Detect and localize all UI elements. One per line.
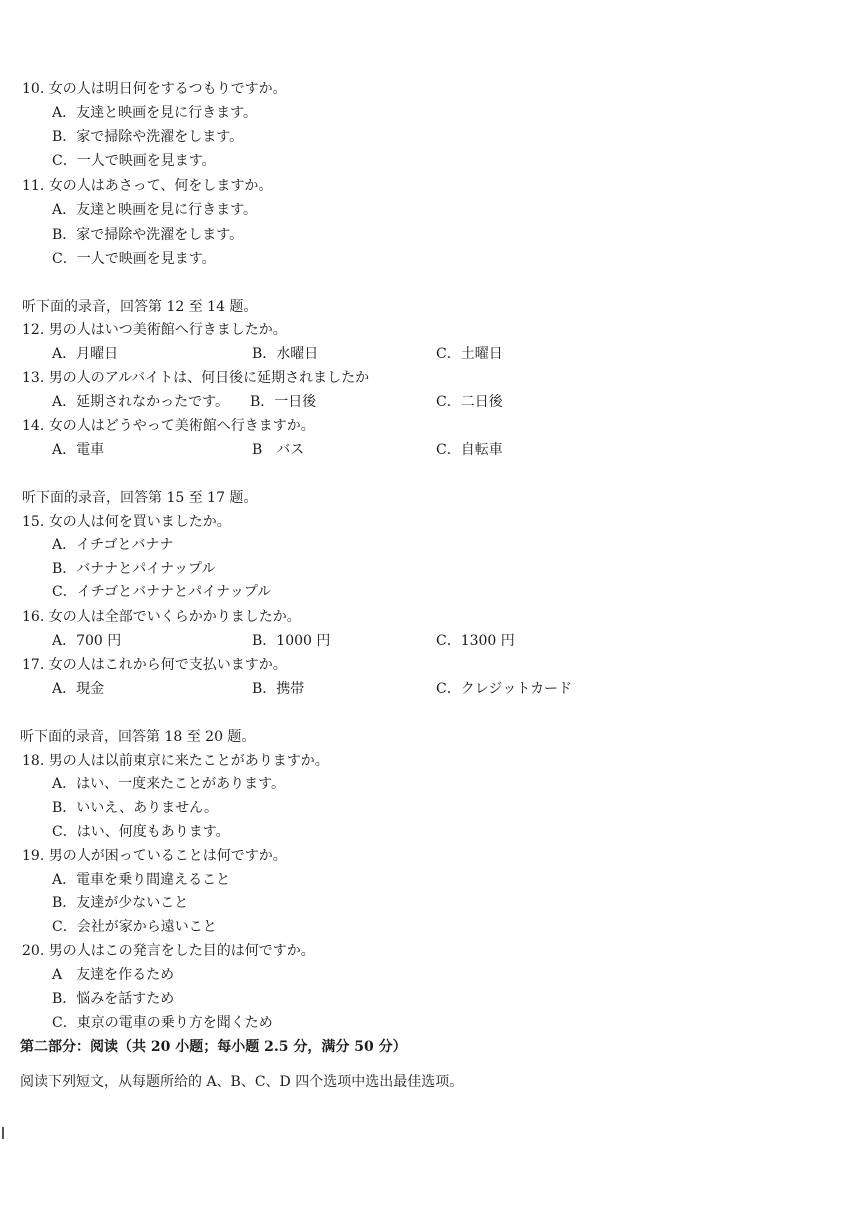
part-two-instruction: 阅读下列短文，从每题所给的 A、B、C、D 四个选项中选出最佳选项。 (20, 1074, 464, 1090)
question-18-option-b: B．いいえ、ありません。 (52, 800, 218, 816)
question-17-option-a: A．現金 (52, 681, 105, 697)
question-13-option-a: A．延期されなかったです。 (52, 394, 229, 410)
question-19-option-a: A．電車を乗り間違えること (52, 872, 231, 888)
question-15-option-a: A．イチゴとバナナ (52, 537, 174, 553)
question-20-option-b: B．悩みを話すため (52, 991, 175, 1007)
question-13-option-c: C．二日後 (436, 394, 503, 410)
question-20-option-c: C．東京の電車の乗り方を聞くため (52, 1015, 273, 1031)
question-11-option-b: B．家で掃除や洗濯をします。 (52, 227, 244, 243)
question-14-option-a: A．電車 (52, 442, 105, 458)
question-12-option-b: B．水曜日 (252, 346, 319, 362)
question-16-stem: 16. 女の人は全部でいくらかかりましたか。 (22, 609, 301, 625)
question-16-option-a: A．700 円 (52, 633, 122, 649)
question-14-option-c: C．自転車 (436, 442, 503, 458)
question-10-option-b: B．家で掃除や洗濯をします。 (52, 129, 244, 145)
question-15-stem: 15. 女の人は何を買いましたか。 (22, 514, 231, 530)
question-13-option-b: B．一日後 (250, 394, 317, 410)
question-14-stem: 14. 女の人はどうやって美術館へ行きますか。 (22, 418, 315, 434)
question-19-option-c: C．会社が家から遠いこと (52, 919, 217, 935)
question-17-option-b: B．携帯 (252, 681, 305, 697)
section-heading-15-17: 听下面的录音，回答第 15 至 17 题。 (22, 490, 258, 506)
question-19-option-b: B．友達が少ないこと (52, 895, 189, 911)
section-heading-12-14: 听下面的录音，回答第 12 至 14 题。 (22, 299, 258, 315)
question-12-option-c: C．土曜日 (436, 346, 503, 362)
question-11-stem: 11. 女の人はあさって、何をしますか。 (22, 178, 273, 194)
question-18-option-a: A．はい、一度来たことがあります。 (52, 776, 285, 792)
question-10-option-c: C．一人で映画を見ます。 (52, 153, 216, 169)
question-10-stem: 10. 女の人は明日何をするつもりですか。 (22, 81, 287, 97)
question-18-option-c: C．はい、何度もあります。 (52, 824, 230, 840)
question-12-option-a: A．月曜日 (52, 346, 119, 362)
question-15-option-b: B．バナナとパイナップル (52, 561, 216, 577)
question-16-option-c: C．1300 円 (436, 633, 515, 649)
margin-mark (2, 1127, 4, 1139)
question-11-option-c: C．一人で映画を見ます。 (52, 251, 216, 267)
question-11-option-a: A．友達と映画を見に行きます。 (52, 202, 257, 218)
question-10-option-a: A．友達と映画を見に行きます。 (52, 105, 257, 121)
section-heading-18-20: 听下面的录音，回答第 18 至 20 题。 (20, 729, 256, 745)
question-17-stem: 17. 女の人はこれから何で支払いますか。 (22, 657, 287, 673)
question-17-option-c: C．クレジットカード (436, 681, 572, 697)
question-12-stem: 12. 男の人はいつ美術館へ行きましたか。 (22, 322, 287, 338)
question-20-option-a: A 友達を作るため (52, 967, 175, 983)
question-13-stem: 13. 男の人のアルバイトは、何日後に延期されましたか (22, 370, 370, 386)
question-16-option-b: B．1000 円 (252, 633, 331, 649)
question-15-option-c: C．イチゴとバナナとパイナップル (52, 584, 272, 600)
question-20-stem: 20. 男の人はこの発言をした目的は何ですか。 (22, 943, 315, 959)
question-19-stem: 19. 男の人が困っていることは何ですか。 (22, 848, 287, 864)
question-14-option-b: B バス (252, 442, 305, 458)
question-18-stem: 18. 男の人は以前東京に来たことがありますか。 (22, 753, 329, 769)
part-two-heading: 第二部分：阅读（共 20 小题；每小题 2.5 分，满分 50 分） (20, 1039, 407, 1055)
